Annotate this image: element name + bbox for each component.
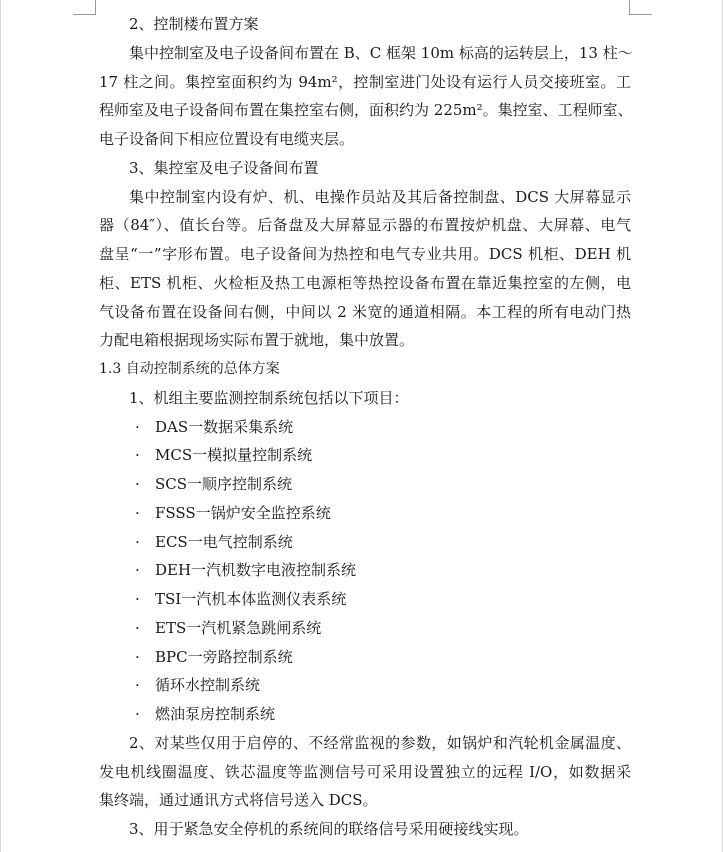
paragraph-line: 力配电箱根据现场实际布置于就地，集中放置。 — [99, 331, 415, 350]
list-item — [99, 700, 631, 729]
list-item-text: ETS一汽机紧急跳闸系统 — [155, 618, 322, 637]
list-item-text: SCS一顺序控制系统 — [155, 475, 293, 493]
paragraph-line: 盘呈“一”字形布置。电子设备间为热控和电气专业共用。DCS 机柜、DEH 机 — [99, 245, 631, 263]
bullet-icon: · — [135, 676, 140, 695]
list-item — [99, 614, 631, 643]
bullet-icon: · — [135, 503, 140, 522]
paragraph-line: 2、对某些仅用于启停的、不经常监视的参数，如锅炉和汽轮机金属温度、 — [129, 733, 631, 752]
list-item — [99, 470, 631, 499]
list-item — [99, 528, 631, 557]
list-item-text: 循环水控制系统 — [155, 676, 261, 695]
list-item — [99, 643, 631, 672]
list-item-text: ECS一电气控制系统 — [155, 532, 293, 551]
section-heading: 1.3 自动控制系统的总体方案 — [99, 361, 280, 377]
bullet-icon: · — [135, 705, 140, 723]
list-item-text: FSSS一锅炉安全监控系统 — [155, 503, 331, 522]
bullet-icon: · — [135, 417, 140, 436]
bullet-icon: · — [135, 618, 140, 637]
list-item-text: 燃油泵房控制系统 — [155, 705, 276, 723]
paragraph-line: 程师室及电子设备间布置在集控室右侧，面积约为 225m²。集控室、工程师室、 — [99, 101, 633, 120]
bullet-icon: · — [135, 475, 140, 493]
list-item — [99, 413, 631, 442]
list-item — [99, 671, 631, 700]
list-item — [99, 556, 631, 585]
list-item — [99, 585, 631, 614]
page-corner-mark — [73, 0, 96, 15]
document-body[interactable] — [99, 10, 631, 844]
paragraph-line: 气设备布置在设备间右侧，中间以 2 米宽的通道相隔。本工程的所有电动门热 — [99, 302, 631, 321]
page-corner-mark — [629, 0, 652, 15]
list-intro: 1、机组主要监测控制系统包括以下项目： — [129, 388, 409, 407]
paragraph-line: 3、用于紧急安全停机的系统间的联络信号采用硬接线实现。 — [129, 820, 529, 838]
paragraph-line: 集中控制室内设有炉、机、电操作员站及其后备控制盘、DCS 大屏幕显示 — [129, 187, 631, 206]
paragraph-line: 集中控制室及电子设备间布置在 B、C 框架 10m 标高的运转层上，13 柱～ — [129, 43, 633, 62]
paragraph-line: 发电机线圈温度、铁芯温度等监测信号可采用设置独立的远程 I/O，如数据采 — [99, 762, 631, 781]
list-item-text: MCS一模拟量控制系统 — [155, 446, 313, 465]
paragraph-line: 集终端，通过通讯方式将信号送入 DCS。 — [99, 791, 378, 810]
list-item-text: TSI一汽机本体监测仪表系统 — [155, 590, 347, 608]
list-item-text: DAS一数据采集系统 — [155, 417, 294, 436]
bullet-icon: · — [135, 532, 140, 551]
paragraph-line: 电子设备间下相应位置设有电缆夹层。 — [99, 130, 355, 148]
list-item — [99, 441, 631, 470]
bullet-icon: · — [135, 647, 140, 666]
paragraph-line: 柜、ETS 机柜、火检柜及热工电源柜等热控设备布置在靠近集控室的左侧，电 — [99, 273, 631, 292]
section-heading: 3、集控室及电子设备间布置 — [129, 158, 319, 177]
paragraph-line: 器（84″）、值长台等。后备盘及大屏幕显示器的布置按炉机盘、大屏幕、电气 — [99, 216, 631, 235]
bullet-icon: · — [135, 590, 140, 608]
paragraph-line: 17 柱之间。集控室面积约为 94m²，控制室进门处设有运行人员交接班室。工 — [99, 72, 631, 91]
list-item-text: DEH一汽机数字电液控制系统 — [155, 561, 357, 580]
list-item-text: BPC一旁路控制系统 — [155, 647, 293, 666]
bullet-icon: · — [135, 446, 140, 465]
list-item — [99, 499, 631, 528]
section-heading: 2、控制楼布置方案 — [129, 15, 259, 33]
bullet-icon: · — [135, 561, 140, 580]
